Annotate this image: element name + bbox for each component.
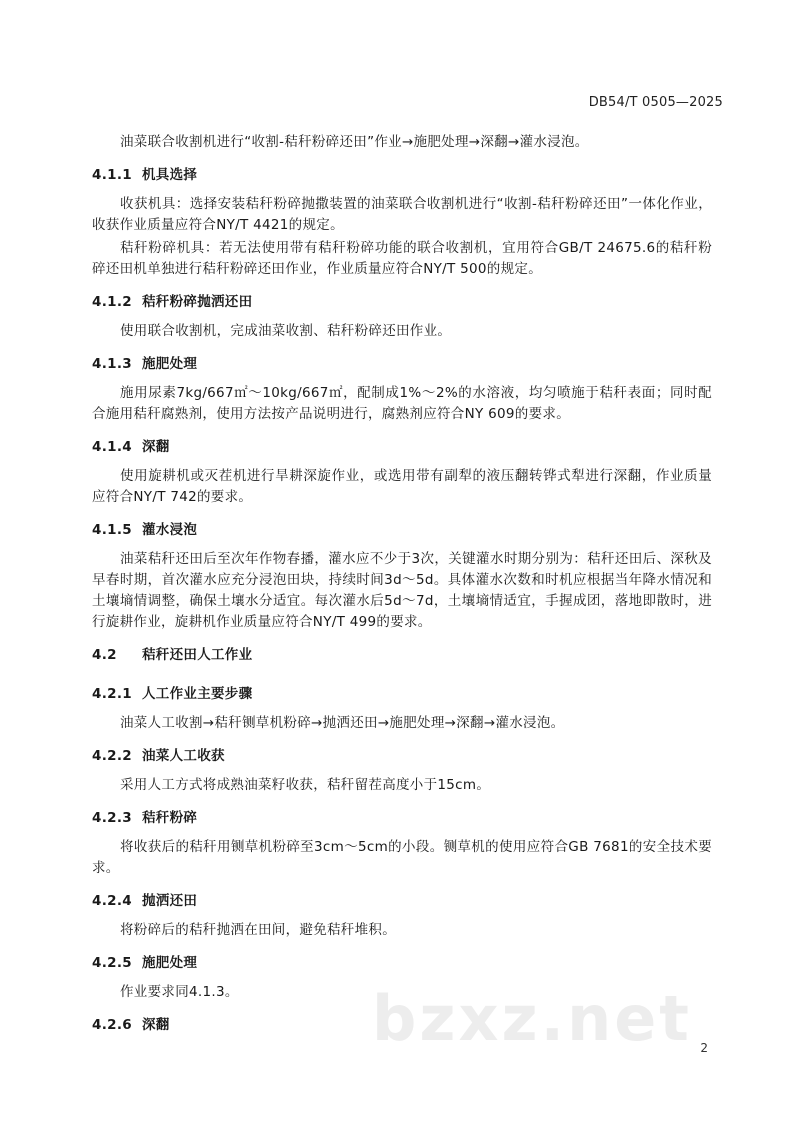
spacer [92, 666, 712, 674]
section-number: 4.1.1 [92, 167, 132, 183]
section-title: 深翻 [142, 1017, 170, 1033]
spacer [92, 798, 712, 808]
watermark: bzxz.net [372, 982, 692, 1055]
spacer [92, 541, 712, 549]
spacer [92, 282, 712, 292]
section-number: 4.2.5 [92, 955, 132, 971]
section-title: 人工作业主要步骤 [142, 686, 253, 702]
section-heading [92, 808, 712, 829]
section-heading [92, 645, 712, 666]
spacer [92, 912, 712, 920]
spacer [92, 155, 712, 165]
spacer [92, 943, 712, 953]
paragraph: 将收获后的秸秆用铡草机粉碎至3cm～5cm的小段。铡草机的使用应符合GB 7681的安全技术要求。 [92, 839, 712, 876]
document-code: DB54/T 0505—2025 [588, 95, 723, 110]
section-title: 秸秆粉碎 [142, 810, 198, 826]
section-number: 4.2.6 [92, 1017, 132, 1033]
spacer [92, 313, 712, 321]
section-number: 4.2.1 [92, 686, 132, 702]
section-heading [92, 746, 712, 767]
paragraph: 秸秆粉碎机具：若无法使用带有秸秆粉碎功能的联合收割机，宜用符合GB/T 24675.6的秸秆粉碎还田机单独进行秸秆粉碎还田作业，作业质量应符合NY/T 500的规定。 [92, 240, 712, 277]
section-number: 4.2 [92, 647, 117, 663]
section-title: 灌水浸泡 [142, 522, 198, 538]
section-number: 4.2.3 [92, 810, 132, 826]
section-title: 深翻 [142, 439, 170, 455]
section-heading [92, 953, 712, 974]
spacer [92, 510, 712, 520]
section-title: 抛洒还田 [142, 893, 198, 909]
section-heading [92, 891, 712, 912]
paragraph: 作业要求同4.1.3。 [120, 984, 239, 1000]
section-heading [92, 684, 712, 705]
spacer [92, 705, 712, 713]
spacer [92, 344, 712, 354]
section-number: 4.1.3 [92, 356, 132, 372]
spacer [92, 375, 712, 383]
spacer [92, 736, 712, 746]
spacer [92, 674, 712, 684]
paragraph: 油菜秸秆还田后至次年作物春播，灌水应不少于3次，关键灌水时期分别为：秸秆还田后、深秋及早春时期，首次灌水应充分浸泡田块，持续时间3d～5d。具体灌水次数和时机应根据当年降水情况和土壤墒情调整，确保土壤水分适宜。每次灌水后5d～7d，土壤墒情适宜，手握成团，落地即散时，进行旋耕作业，旋耕机作业质量应符合NY/T 499的要求。 [92, 551, 712, 630]
section-number: 4.2.4 [92, 893, 132, 909]
spacer [92, 186, 712, 194]
paragraph: 使用联合收割机，完成油菜收割、秸秆粉碎还田作业。 [120, 323, 452, 339]
document-body [92, 132, 712, 1044]
paragraph: 油菜人工收割→秸秆铡草机粉碎→抛洒还田→施肥处理→深翻→灌水浸泡。 [120, 715, 565, 731]
spacer [92, 458, 712, 466]
spacer [92, 635, 712, 645]
section-heading [92, 437, 712, 458]
section-title: 秸秆还田人工作业 [142, 647, 253, 663]
spacer [92, 767, 712, 775]
section-number: 4.1.2 [92, 294, 132, 310]
section-title: 施肥处理 [142, 356, 198, 372]
section-heading [92, 520, 712, 541]
section-heading [92, 354, 712, 375]
spacer [92, 427, 712, 437]
page-number: 2 [700, 1041, 708, 1055]
paragraph: 施用尿素7kg/667㎡～10kg/667㎡，配制成1%～2%的水溶液，均匀喷施于秸秆表面；同时配合施用秸秆腐熟剂，使用方法按产品说明进行，腐熟剂应符合NY 609的要求。 [92, 385, 712, 422]
spacer [92, 829, 712, 837]
paragraph: 使用旋耕机或灭茬机进行旱耕深旋作业，或选用带有副犁的液压翻转铧式犁进行深翻，作业质量应符合NY/T 742的要求。 [92, 468, 712, 505]
section-title: 施肥处理 [142, 955, 198, 971]
section-number: 4.2.2 [92, 748, 132, 764]
section-title: 机具选择 [142, 167, 198, 183]
spacer [92, 974, 712, 982]
spacer [92, 881, 712, 891]
paragraph: 油菜联合收割机进行“收割-秸秆粉碎还田”作业→施肥处理→深翻→灌水浸泡。 [120, 134, 589, 150]
paragraph: 采用人工方式将成熟油菜籽收获，秸秆留茬高度小于15cm。 [120, 777, 491, 793]
section-heading [92, 165, 712, 186]
paragraph: 收获机具：选择安装秸秆粉碎抛撒装置的油菜联合收割机进行“收割-秸秆粉碎还田”一体化作业，收获作业质量应符合NY/T 4421的规定。 [92, 196, 712, 233]
section-number: 4.1.4 [92, 439, 132, 455]
section-title: 秸秆粉碎抛洒还田 [142, 294, 253, 310]
section-title: 油菜人工收获 [142, 748, 225, 764]
section-heading [92, 292, 712, 313]
section-number: 4.1.5 [92, 522, 132, 538]
paragraph: 将粉碎后的秸秆抛洒在田间，避免秸秆堆积。 [120, 922, 396, 938]
